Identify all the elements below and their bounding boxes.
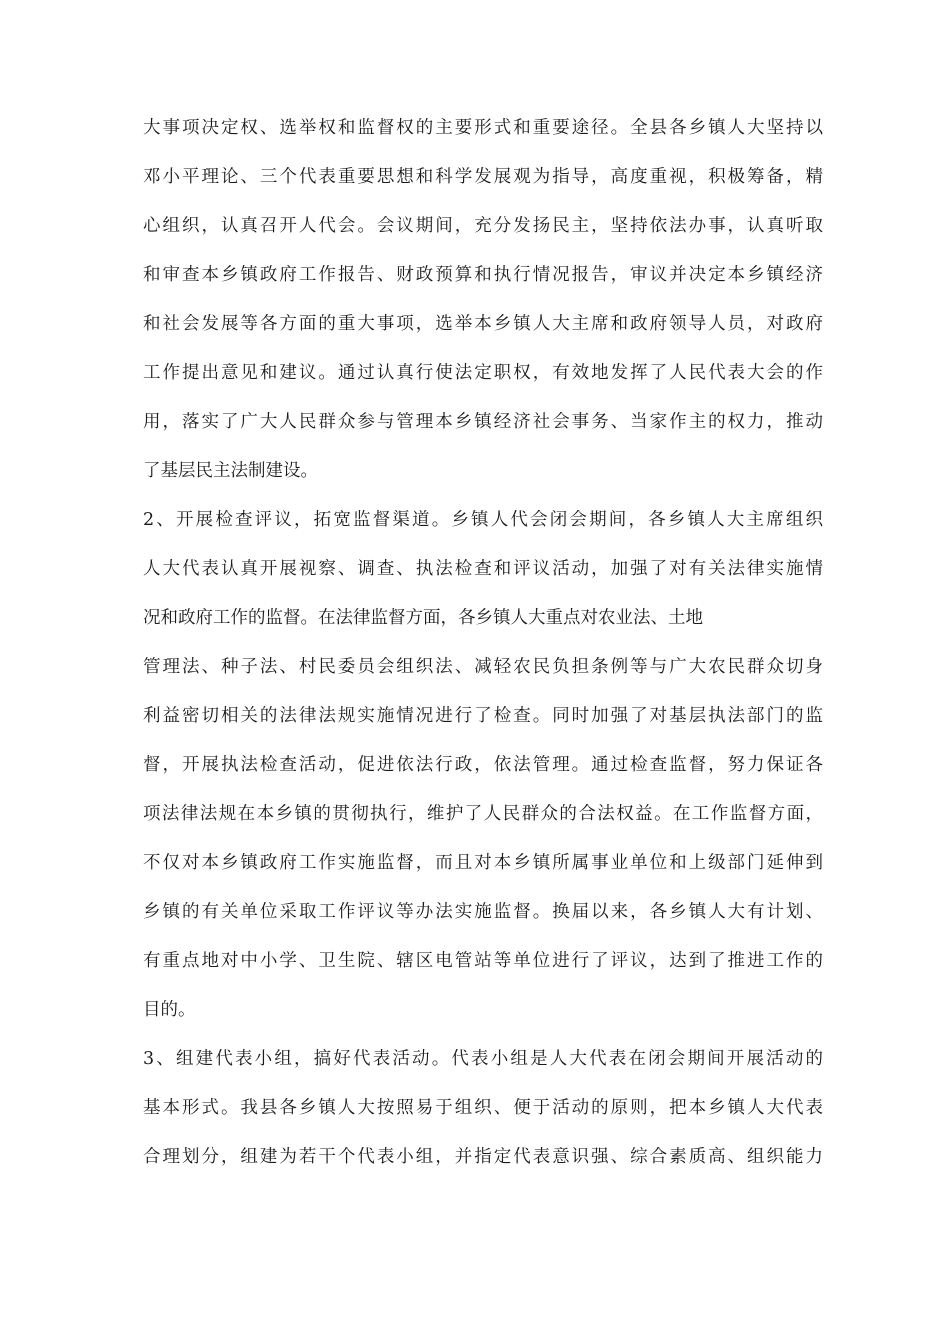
text-line: 项法律法规在本乡镇的贯彻执行，维护了人民群众的合法权益。在工作监督方面，	[143, 804, 823, 824]
text-line: 心组织，认真召开人代会。会议期间，充分发扬民主，坚持依法办事，认真听取	[143, 216, 823, 236]
text-line: 2、开展检查评议，拓宽监督渠道。乡镇人代会闭会期间，各乡镇人大主席组织	[143, 510, 823, 530]
text-line: 3、组建代表小组，搞好代表活动。代表小组是人大代表在闭会期间开展活动的	[143, 1049, 823, 1069]
text-line: 大事项决定权、选举权和监督权的主要形式和重要途径。全县各乡镇人大坚持以	[143, 118, 823, 138]
text-line: 目的。	[143, 1000, 196, 1020]
text-line: 乡镇的有关单位采取工作评议等办法实施监督。换届以来，各乡镇人大有计划、	[143, 902, 823, 922]
text-line: 和社会发展等各方面的重大事项，选举本乡镇人大主席和政府领导人员，对政府	[143, 314, 823, 334]
text-line: 人大代表认真开展视察、调查、执法检查和评议活动，加强了对有关法律实施情	[143, 559, 823, 579]
text-line: 和审查本乡镇政府工作报告、财政预算和执行情况报告，审议并决定本乡镇经济	[143, 265, 823, 285]
text-line: 管理法、种子法、村民委员会组织法、减轻农民负担条例等与广大农民群众切身	[143, 657, 823, 677]
text-line: 利益密切相关的法律法规实施情况进行了检查。同时加强了对基层执法部门的监	[143, 706, 823, 726]
text-line: 了基层民主法制建设。	[143, 461, 318, 481]
text-line: 工作提出意见和建议。通过认真行使法定职权，有效地发挥了人民代表大会的作	[143, 363, 823, 383]
text-line: 有重点地对中小学、卫生院、辖区电管站等单位进行了评议，达到了推进工作的	[143, 951, 823, 971]
text-line: 用，落实了广大人民群众参与管理本乡镇经济社会事务、当家作主的权力，推动	[143, 412, 823, 432]
text-line: 基本形式。我县各乡镇人大按照易于组织、便于活动的原则，把本乡镇人大代表	[143, 1098, 823, 1118]
body-text	[143, 104, 823, 1182]
text-line: 合理划分，组建为若干个代表小组，并指定代表意识强、综合素质高、组织能力	[143, 1147, 823, 1167]
text-line: 况和政府工作的监督。在法律监督方面，各乡镇人大重点对农业法、土地	[143, 608, 703, 628]
text-line: 邓小平理论、三个代表重要思想和科学发展观为指导，高度重视，积极筹备，精	[143, 167, 823, 187]
text-line: 不仅对本乡镇政府工作实施监督，而且对本乡镇所属事业单位和上级部门延伸到	[143, 853, 823, 873]
text-line: 督，开展执法检查活动，促进依法行政，依法管理。通过检查监督，努力保证各	[143, 755, 823, 775]
